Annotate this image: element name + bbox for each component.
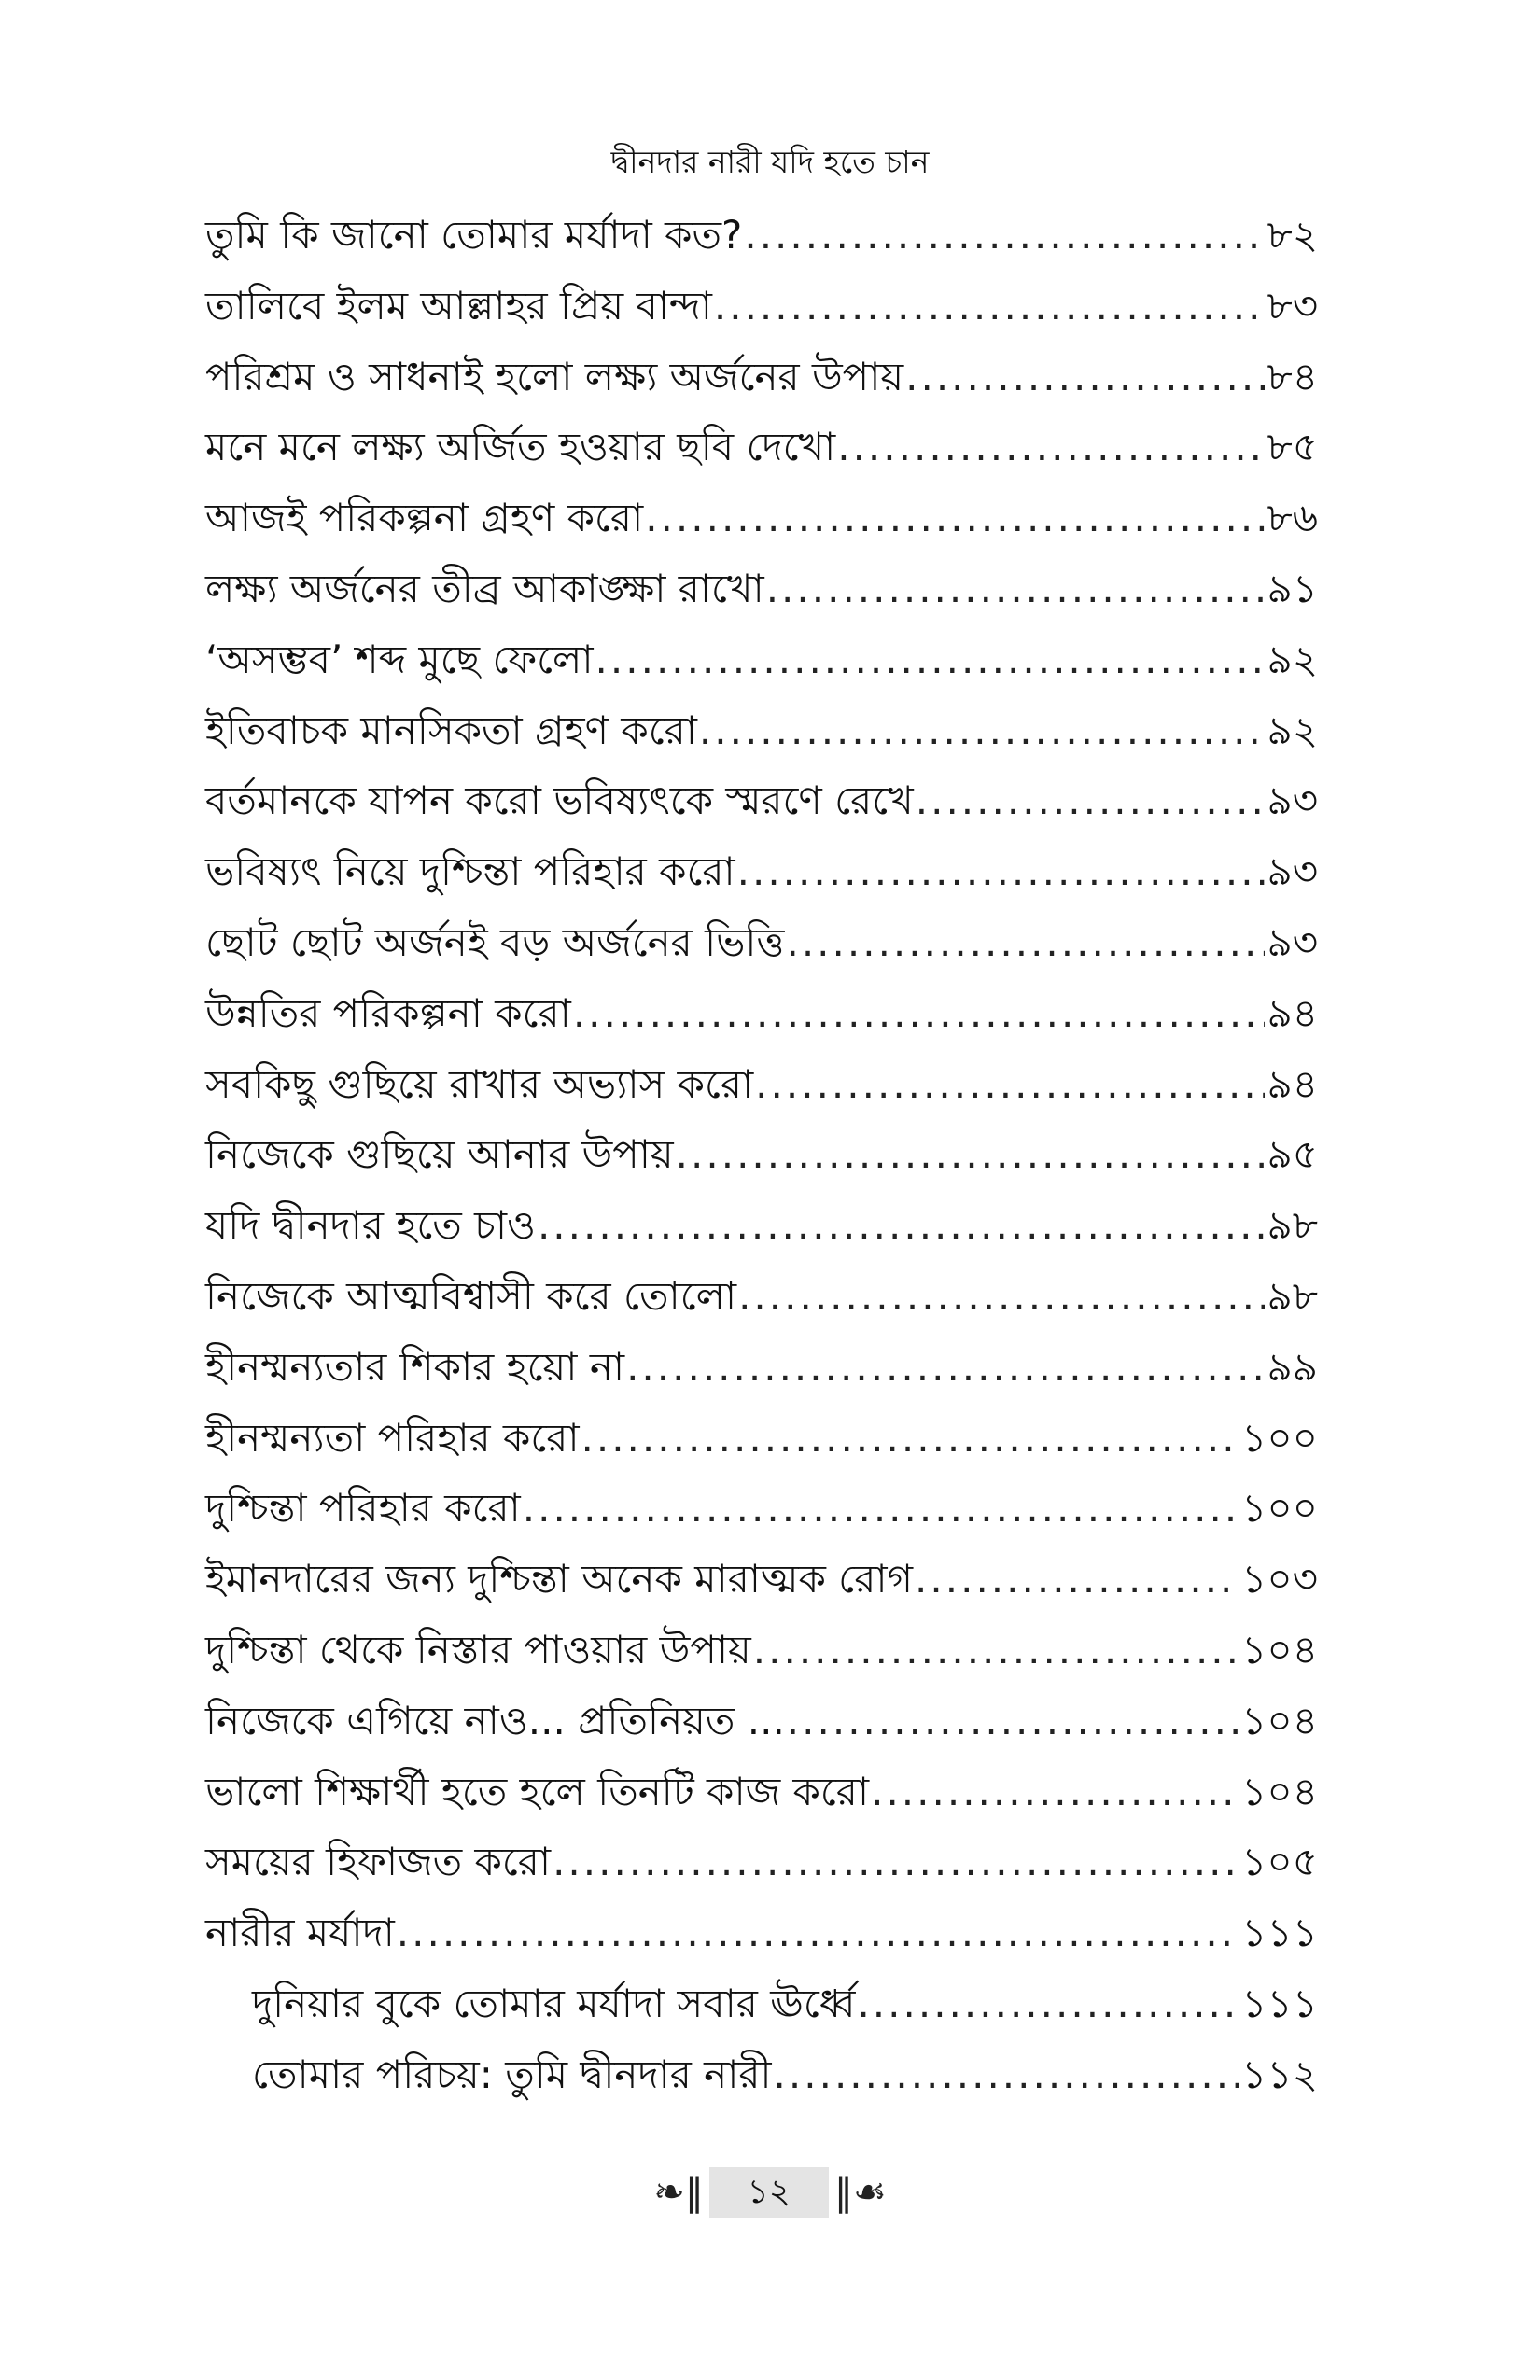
toc-entry-title: ভালো শিক্ষার্থী হতে হলে তিনটি কাজ করো <box>205 1768 870 1814</box>
toc-entry-page: ১১১ <box>1241 1980 1318 2026</box>
toc-entry-title: লক্ষ্য অর্জনের তীব্র আকাঙ্ক্ষা রাখো <box>205 565 764 611</box>
toc-entry-page: ১০৪ <box>1241 1697 1318 1743</box>
dot-leader <box>714 280 1266 332</box>
dot-leader <box>699 705 1266 757</box>
toc-entry <box>205 846 1318 917</box>
toc-entry-title: তুমি কি জানো তোমার মর্যাদা কত? <box>205 212 743 258</box>
toc-entry <box>205 1128 1318 1199</box>
toc-entry-page: ৯৩ <box>1267 848 1318 895</box>
toc-entry-title: দুনিয়ার বুকে তোমার মর্যাদা সবার ঊর্ধ্বে <box>252 1980 856 2026</box>
toc-entry <box>205 1907 1318 1978</box>
dot-leader <box>871 1766 1239 1818</box>
toc-entry <box>205 1058 1318 1129</box>
toc-entry-title: হীনম্মন্যতা পরিহার করো <box>205 1414 580 1461</box>
dot-leader <box>857 1978 1239 2030</box>
toc-entry-page: ৮২ <box>1267 212 1318 258</box>
toc-entry-page: ৮৩ <box>1267 282 1318 329</box>
toc-entry-title: সবকিছু গুছিয়ে রাখার অভ্যাস করো <box>205 1060 754 1107</box>
toc-entry-title: তোমার পরিচয়: তুমি দ্বীনদার নারী <box>252 2051 772 2097</box>
dot-leader <box>626 1341 1265 1393</box>
dot-leader <box>837 421 1265 473</box>
toc-entry-page: ৯৩ <box>1267 918 1318 965</box>
toc-entry-page: ১০৪ <box>1241 1768 1318 1814</box>
toc-entry-title: দুশ্চিন্তা পরিহার করো <box>205 1485 521 1532</box>
dot-leader <box>905 351 1265 403</box>
toc-entry-page: ১০৫ <box>1241 1839 1318 1885</box>
table-of-contents <box>205 209 1318 2120</box>
toc-entry-title: আজই পরিকল্পনা গ্রহণ করো <box>205 495 644 541</box>
toc-entry-page: ৯৮ <box>1267 1202 1318 1249</box>
toc-entry <box>205 634 1318 705</box>
toc-entry-title: নিজেকে আত্মবিশ্বাসী করে তোলো <box>205 1272 737 1319</box>
toc-entry-title: বর্তমানকে যাপন করো ভবিষ্যৎকে স্মরণে রেখে <box>205 777 914 824</box>
toc-entry-page: ১১১ <box>1241 1910 1318 1956</box>
toc-entry-page: ৯১ <box>1267 565 1318 611</box>
running-head: দ্বীনদার নারী যদি হতে চান <box>610 144 930 180</box>
toc-entry-page: ৯৪ <box>1267 1060 1318 1107</box>
dot-leader <box>581 1412 1240 1464</box>
dot-leader <box>753 1624 1239 1676</box>
dot-leader <box>915 1553 1239 1605</box>
dot-leader <box>738 1270 1265 1323</box>
dot-leader <box>774 2049 1240 2101</box>
dot-leader <box>676 1128 1266 1181</box>
toc-entry <box>205 987 1318 1058</box>
ornament-right-icon: ‖☙ <box>833 2171 887 2214</box>
toc-entry-title: সময়ের হিফাজত করো <box>205 1839 552 1885</box>
toc-entry <box>205 775 1318 846</box>
toc-entry-page: ১০৪ <box>1241 1626 1318 1673</box>
dot-leader <box>645 492 1265 544</box>
toc-entry <box>205 1199 1318 1270</box>
ornament-left-icon: ❧‖ <box>653 2171 704 2214</box>
dot-leader <box>573 987 1266 1040</box>
dot-leader <box>737 846 1266 898</box>
toc-entry <box>205 563 1318 634</box>
dot-leader <box>787 1695 1239 1747</box>
toc-entry <box>205 280 1318 351</box>
dot-leader <box>744 209 1265 261</box>
toc-entry <box>205 209 1318 280</box>
toc-entry-page: ৯৩ <box>1267 777 1318 824</box>
toc-entry-page: ৮৫ <box>1267 424 1318 470</box>
toc-entry <box>205 1695 1318 1766</box>
dot-leader <box>538 1199 1266 1252</box>
toc-entry-title: নিজেকে এগিয়ে নাও... প্রতিনিয়ত ... <box>205 1697 785 1743</box>
toc-entry-page: ৮৬ <box>1267 495 1318 541</box>
toc-entry <box>205 1978 1318 2049</box>
page-footer <box>0 2167 1540 2218</box>
toc-entry-page: ৯৮ <box>1267 1272 1318 1319</box>
toc-entry-title: দুশ্চিন্তা থেকে নিস্তার পাওয়ার উপায় <box>205 1626 751 1673</box>
toc-entry <box>205 1836 1318 1907</box>
dot-leader <box>755 1058 1265 1111</box>
toc-entry-title: নারীর মর্যাদা <box>205 1910 395 1956</box>
toc-entry-page: ১০০ <box>1241 1485 1318 1532</box>
page-number: ১২ <box>709 2167 829 2218</box>
toc-entry <box>205 421 1318 492</box>
dot-leader <box>916 775 1266 827</box>
toc-entry-page: ৯২ <box>1267 707 1318 753</box>
dot-leader <box>397 1907 1239 1959</box>
dot-leader <box>766 563 1266 615</box>
toc-entry-page: ১০৩ <box>1241 1556 1318 1603</box>
toc-entry-title: যদি দ্বীনদার হতে চাও <box>205 1202 536 1249</box>
toc-entry <box>205 1341 1318 1412</box>
toc-entry <box>205 351 1318 422</box>
toc-entry-page: ৯৯ <box>1267 1343 1318 1390</box>
toc-entry-title: ইতিবাচক মানসিকতা গ্রহণ করো <box>205 707 697 753</box>
dot-leader <box>595 634 1266 686</box>
toc-entry-page: ৯৫ <box>1267 1131 1318 1178</box>
toc-entry-title: উন্নতির পরিকল্পনা করো <box>205 989 571 1036</box>
toc-entry <box>205 1624 1318 1695</box>
toc-entry-title: ছোট ছোট অর্জনই বড় অর্জনের ভিত্তি <box>205 918 785 965</box>
toc-entry-title: ভবিষ্যৎ নিয়ে দুশ্চিন্তা পরিহার করো <box>205 848 735 895</box>
toc-entry-title: ইমানদারের জন্য দুশ্চিন্তা অনেক মারাত্মক রোগ <box>205 1556 914 1603</box>
toc-entry-page: ৯৪ <box>1267 989 1318 1036</box>
toc-entry <box>205 1553 1318 1624</box>
toc-entry <box>205 1270 1318 1341</box>
toc-entry <box>205 1766 1318 1837</box>
toc-entry-title: মনে মনে লক্ষ্য অর্জিত হওয়ার ছবি দেখো <box>205 424 836 470</box>
toc-entry-title: পরিশ্রম ও সাধনাই হলো লক্ষ্য অর্জনের উপায় <box>205 353 904 399</box>
toc-entry <box>205 1482 1318 1553</box>
toc-entry <box>205 705 1318 776</box>
toc-entry <box>205 2049 1318 2120</box>
toc-entry-title: ‘অসম্ভব’ শব্দ মুছে ফেলো <box>205 636 594 682</box>
toc-entry <box>205 492 1318 563</box>
toc-entry-page: ৮৪ <box>1267 353 1318 399</box>
toc-entry-title: তালিবে ইলম আল্লাহর প্রিয় বান্দা <box>205 282 712 329</box>
toc-entry-page: ৯২ <box>1267 636 1318 682</box>
toc-entry-title: নিজেকে গুছিয়ে আনার উপায় <box>205 1131 674 1178</box>
toc-entry <box>205 1412 1318 1483</box>
dot-leader <box>786 917 1265 969</box>
toc-entry-title: হীনম্মন্যতার শিকার হয়ো না <box>205 1343 625 1390</box>
toc-entry <box>205 917 1318 987</box>
toc-entry-page: ১১২ <box>1241 2051 1318 2097</box>
dot-leader <box>523 1482 1239 1534</box>
toc-entry-page: ১০০ <box>1241 1414 1318 1461</box>
dot-leader <box>553 1836 1239 1888</box>
